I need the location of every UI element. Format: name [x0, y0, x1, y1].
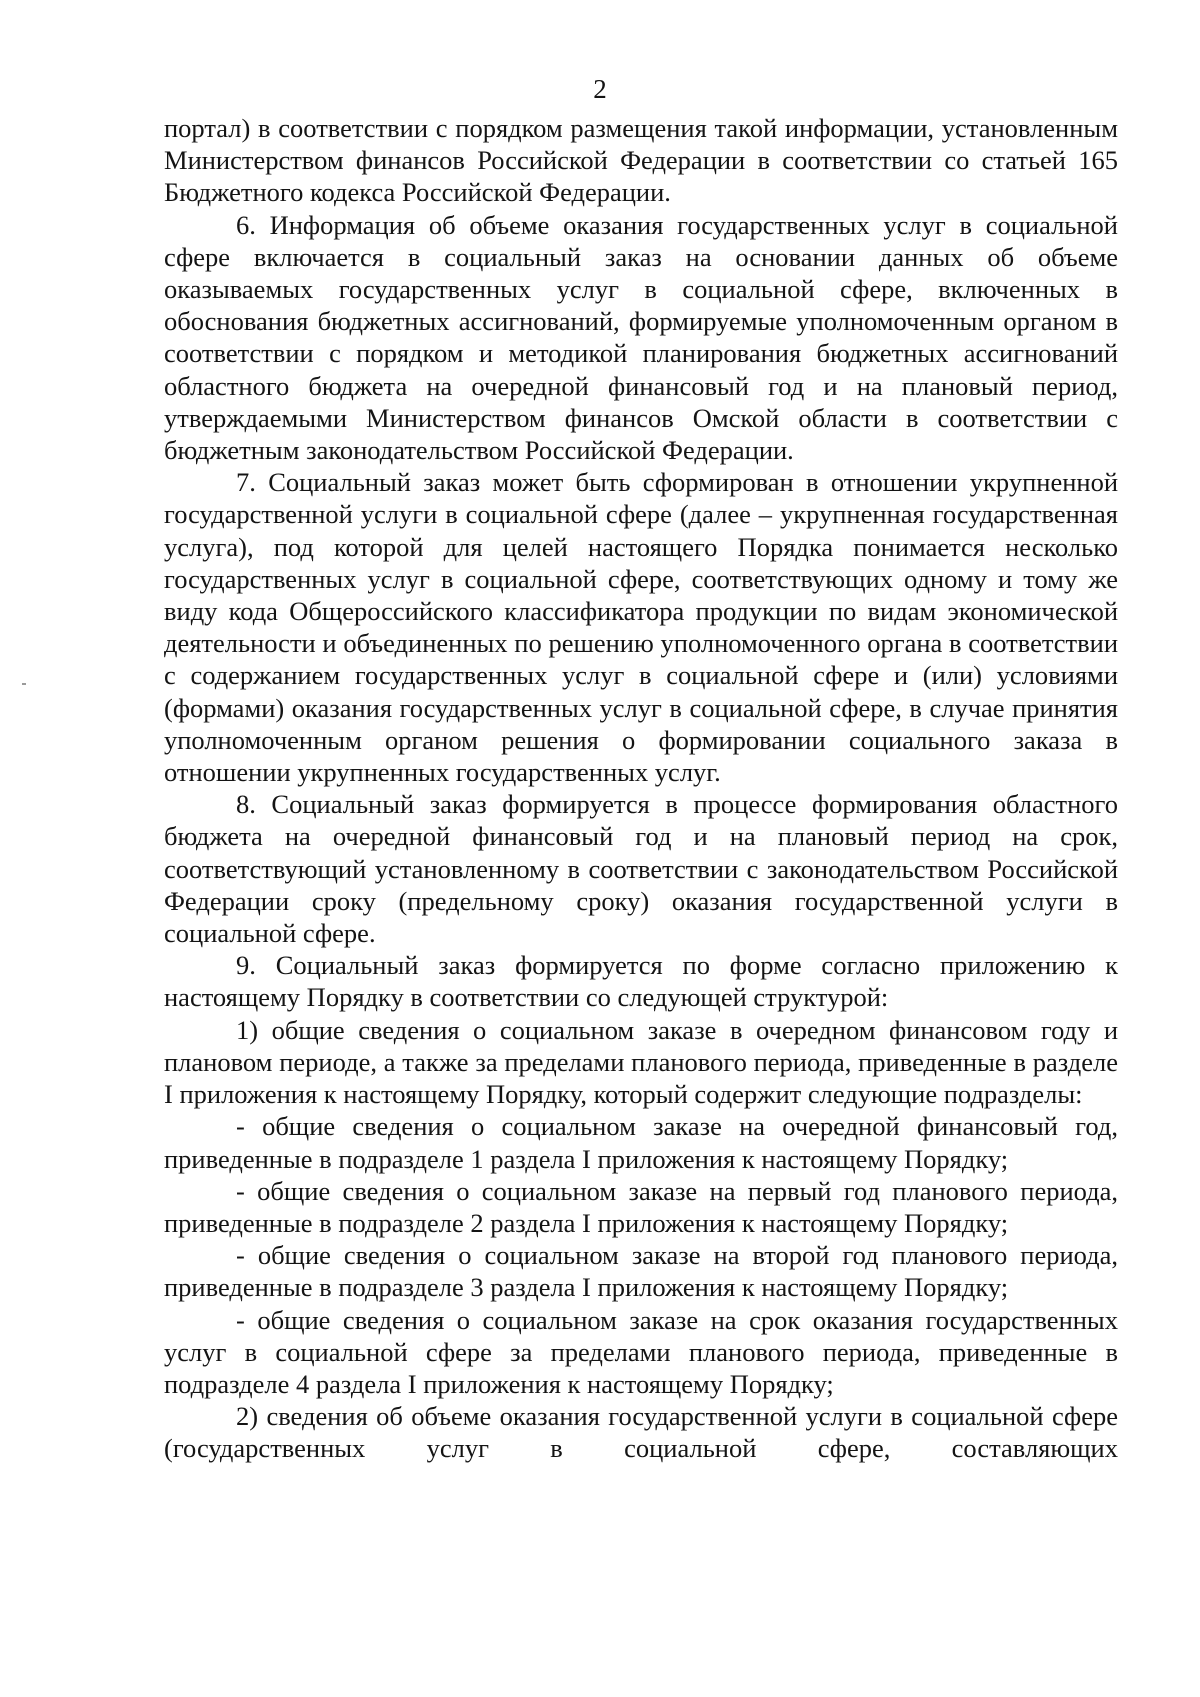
document-body [164, 112, 1118, 1465]
list-item-subsection-1: - общие сведения о социальном заказе на очередной финансовый год, приведенные в подразделе 1 раздела I приложения к настоящему Порядку; [164, 1111, 1118, 1174]
paragraph-item-6: 6. Информация об объеме оказания государственных услуг в социальной сфере включается в социальный заказ на основании данных об объеме оказываемых государственных услуг в социальной сфере, включенных в обоснования бюджетных ассигнований, формируемые уполномоченным органом в соответствии с порядком и методикой планирования бюджетных ассигнований областного бюджета на очередной финансовый год и на плановый период, утверждаемыми Министерством финансов Омской области в соответствии с бюджетным законодательством Российской Федерации. [164, 209, 1118, 466]
page-number: 2 [593, 74, 607, 104]
paragraph-item-8: 8. Социальный заказ формируется в процессе формирования областного бюджета на очередной финансовый год и на плановый период на срок, соответствующий установленному в соответствии с законодательством Российской Федерации сроку (предельному сроку) оказания государственной услуги в социальной сфере. [164, 789, 1118, 949]
paragraph-subitem-2: 2) сведения об объеме оказания государственной услуги в социальной сфере (государственных услуг в социальной сфере, составляющих [164, 1401, 1118, 1464]
paragraph-item-9: 9. Социальный заказ формируется по форме согласно приложению к настоящему Порядку в соответствии со следующей структурой: [164, 950, 1118, 1013]
paragraph-portal-continuation: портал) в соответствии с порядком размещения такой информации, установленным Министерством финансов Российской Федерации в соответствии со статьей 165 Бюджетного кодекса Российской Федерации. [164, 113, 1118, 208]
list-item-subsection-4: - общие сведения о социальном заказе на срок оказания государственных услуг в социальной сфере за пределами планового периода, приведенные в подразделе 4 раздела I приложения к настоящему Порядку; [164, 1304, 1118, 1399]
scan-margin-mark [22, 683, 26, 685]
list-item-subsection-3: - общие сведения о социальном заказе на второй год планового периода, приведенные в подразделе 3 раздела I приложения к настоящему Порядку; [164, 1240, 1118, 1303]
paragraph-item-7: 7. Социальный заказ может быть сформирован в отношении укрупненной государственной услуги в социальной сфере (далее – укрупненная государственная услуга), под которой для целей настоящего Порядка понимается несколько государственных услуг в социальной сфере, соответствующих одному и тому же виду кода Общероссийского классификатора продукции по видам экономической деятельности и объединенных по решению уполномоченного органа в соответствии с содержанием государственных услуг в социальной сфере и (или) условиями (формами) оказания государственных услуг в социальной сфере, в случае принятия уполномоченным органом решения о формировании социального заказа в отношении укрупненных государственных услуг. [164, 467, 1118, 788]
list-item-subsection-2: - общие сведения о социальном заказе на первый год планового периода, приведенные в подразделе 2 раздела I приложения к настоящему Порядку; [164, 1175, 1118, 1238]
paragraph-subitem-1: 1) общие сведения о социальном заказе в очередном финансовом году и плановом периоде, а также за пределами планового периода, приведенные в разделе I приложения к настоящему Порядку, который содержит следующие подразделы: [164, 1014, 1118, 1110]
